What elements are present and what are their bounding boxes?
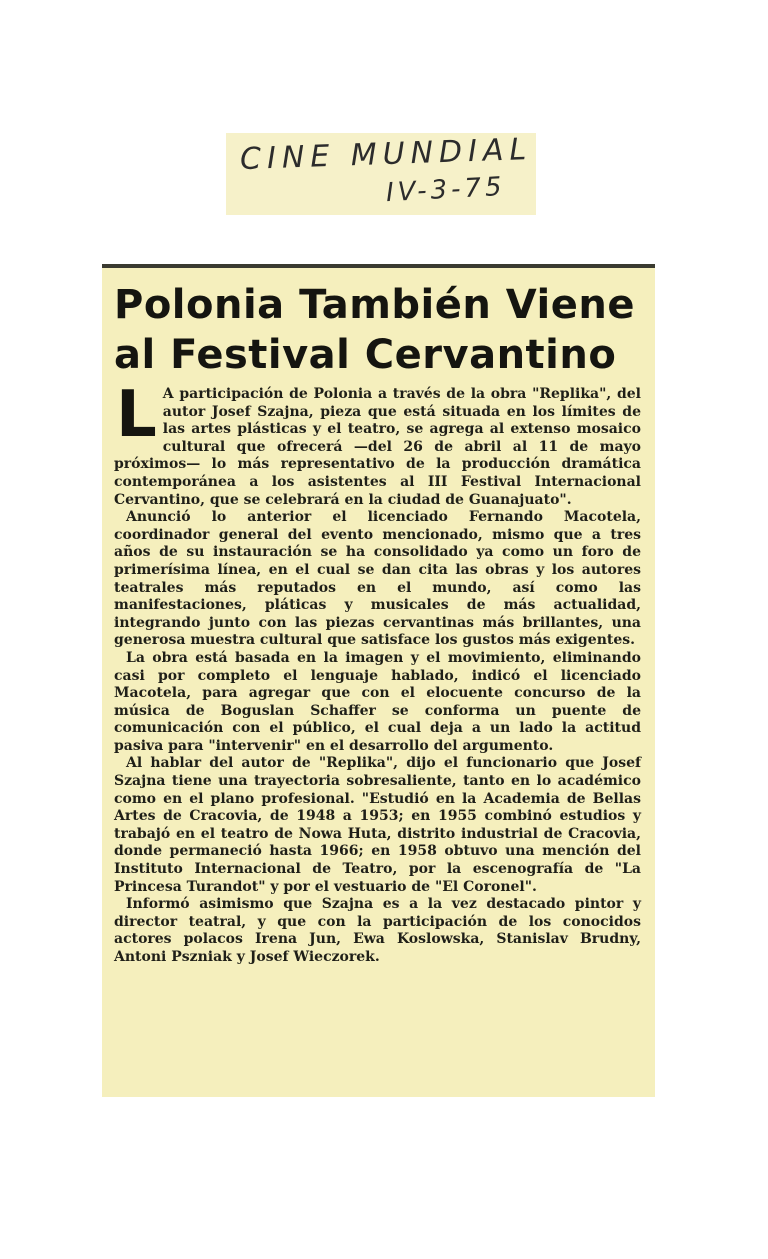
article-headline — [114, 280, 641, 380]
article-body — [114, 378, 641, 967]
paragraph-1-text: A participación de Polonia a través de la obra "Replika", del autor Josef Szajna, pieza que está situada en los límites de las artes plásticas y el teatro, se agrega al extenso mosaico cultural que ofrecerá —del 26 de abril al 11 de mayo próximos— lo más representativo de la producción dramática contemporánea a los asistentes al III Festival Internacional Cervantino, que se celebrará en la ciudad de Guanajuato". — [114, 386, 641, 508]
article-paragraph-1 — [114, 378, 641, 509]
handwritten-date: IV-3-75 — [385, 171, 507, 209]
handwritten-label — [226, 133, 536, 215]
article-paragraph-2: Anunció lo anterior el licenciado Fernando Macotela, coordinador general del evento mencionado, mismo que a tres años de su instauración se ha consolidado ya como un foro de primerísima línea, en el cual se dan cita las obras y los autores teatrales más reputados en el mundo, así como las manifestaciones, pláticas y musicales de más actualidad, integrando junto con las piezas cervantinas más brillantes, una generosa muestra cultural que satisface los gustos más exigentes. — [114, 509, 641, 649]
drop-cap: L — [116, 378, 157, 452]
article-paragraph-4: Al hablar del autor de "Replika", dijo el funcionario que Josef Szajna tiene una trayectoria sobresaliente, tanto en lo académico como en el plano profesional. "Estudió en la Academia de Bellas Artes de Cracovia, de 1948 a 1953; en 1955 combinó estudios y trabajó en el teatro de Nowa Huta, distrito industrial de Cracovia, donde permaneció hasta 1966; en 1958 obtuvo una mención del Instituto Internacional de Teatro, por la escenografía de "La Princesa Turandot" y por el vestuario de "El Coronel". — [114, 755, 641, 895]
article-paragraph-3: La obra está basada en la imagen y el movimiento, eliminando casi por completo el lenguaje hablado, indicó el licenciado Macotela, para agregar que con el elocuente concurso de la música de Boguslan Schaffer se conforma un puente de comunicación con el público, el cual deja a un lado la actitud pasiva para "intervenir" en el desarrollo del argumento. — [114, 649, 641, 754]
handwritten-publication: CINE MUNDIAL — [239, 131, 533, 178]
headline-line-2: al Festival Cervantino — [114, 332, 617, 378]
headline-line-1: Polonia También Viene — [114, 282, 635, 328]
newspaper-clipping — [102, 264, 655, 1097]
article-paragraph-5: Informó asimismo que Szajna es a la vez destacado pintor y director teatral, y que con la participación de los conocidos actores polacos Irena Jun, Ewa Koslowska, Stanislav Brudny, Antoni Pszniak y Josef Wieczorek. — [114, 896, 641, 965]
